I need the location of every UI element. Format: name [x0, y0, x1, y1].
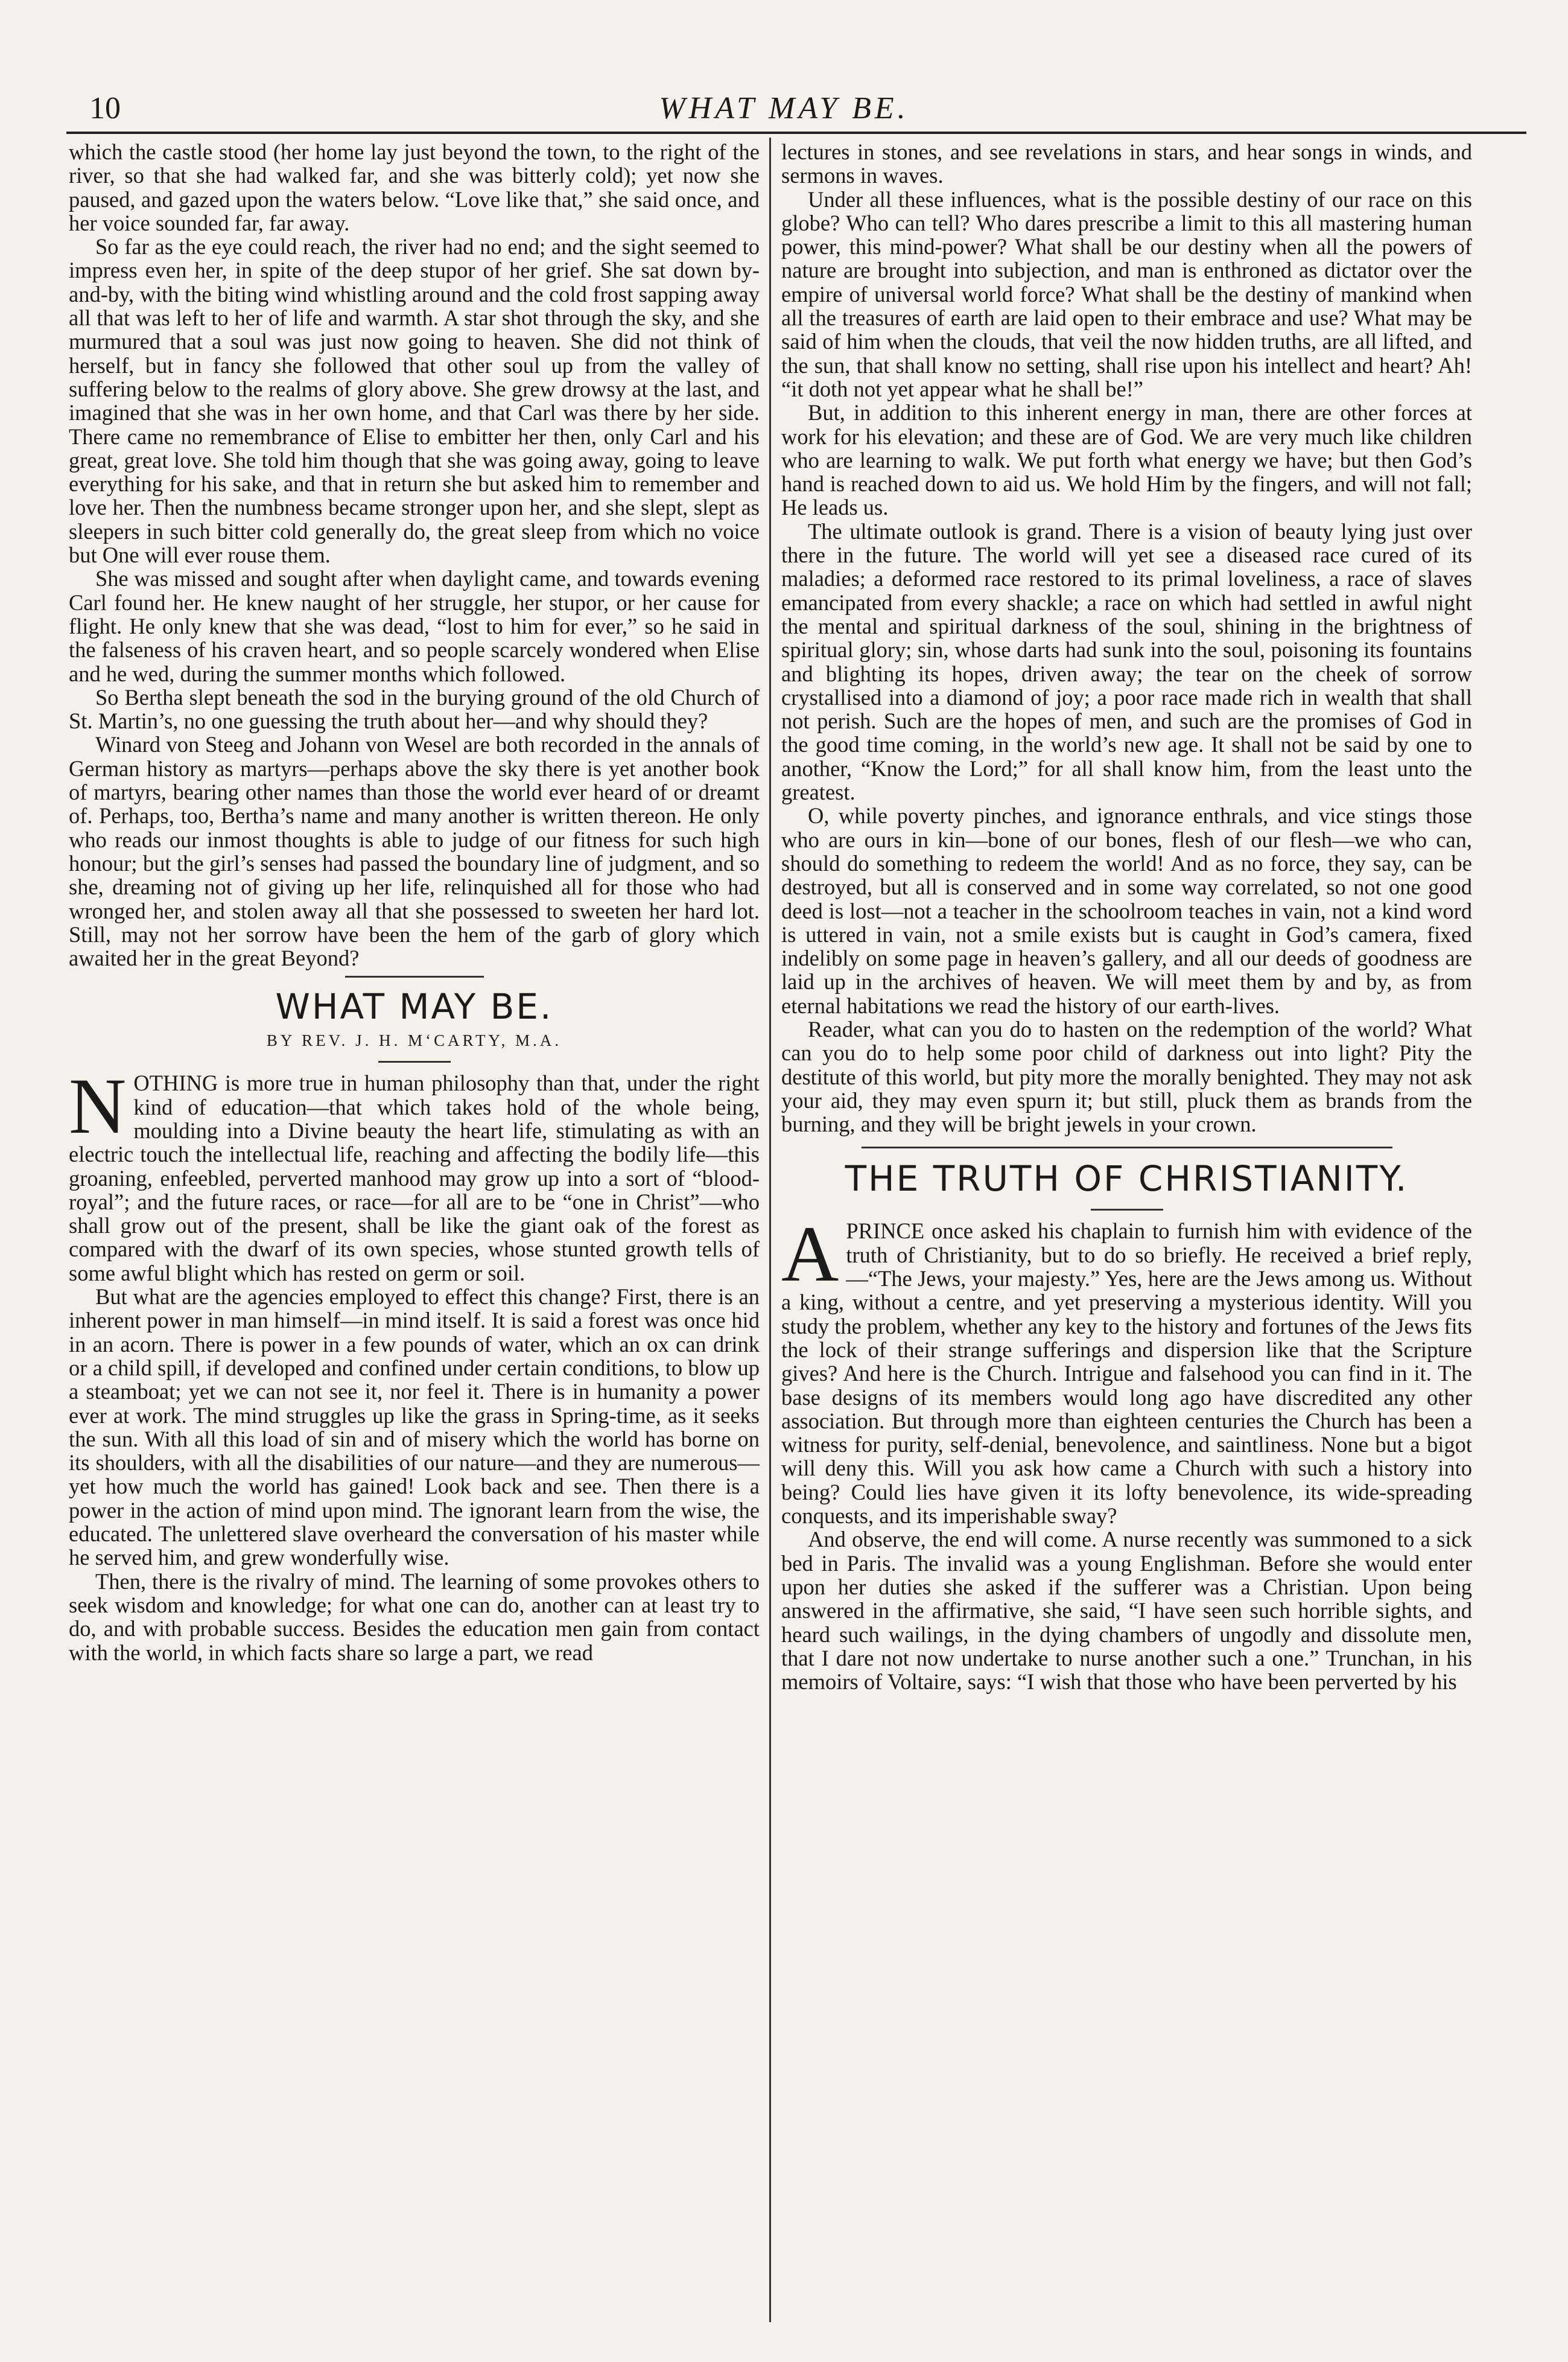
story-paragraph: Winard von Steeg and Johann von Wesel are both recorded in the annals of German history as martyrs—perhaps above the sky there is yet another book of martyrs, bearing other names than those the world ever heard of or dreamt of. Perhaps, too, Bertha’s name and many another is written thereon. He only who reads our inmost thoughts is able to judge of our fitness for such high honour; but the girl’s senses had passed the boundary line of judgment, and so she, dreaming not of giving up her life, relinquished all for those who had wronged her, and stolen away all that she possessed to sweeten her hard lot. Still, may not her sorrow have been the hem of the garb of glory which awaited her in the great Beyond? [69, 732, 760, 971]
story-paragraph: She was missed and sought after when daylight came, and towards evening Carl found her. He knew naught of her struggle, her stupor, or her cause for flight. He only knew that she was dead, “lost to him for ever,” so he said in the falseness of his craven heart, and so people scarcely wondered when Elise and he wed, during the summer months which followed. [69, 566, 760, 686]
article-paragraph [781, 1209, 1472, 1529]
article-byline: BY REV. J. H. M‘CARTY, M.A. [266, 1031, 562, 1050]
byline-rule [378, 1061, 451, 1063]
page-number: 10 [89, 91, 121, 126]
section-rule [345, 976, 484, 978]
story-paragraph: So far as the eye could reach, the river had no end; and the sight seemed to impress even her, in spite of the deep stupor of her grief. She sat down by-and-by, with the biting wind whistling around and the cold frost sapping away all that was left to her of life and warmth. A star shot through the sky, and she murmured that a soul was just now going to heaven. She did not think of herself, but in fancy she followed that other soul up from the valley of suffering below to the realms of glory above. She grew drowsy at the last, and imagined that she was in her own home, and that Carl was there by her side. There came no remembrance of Elise to embitter her then, only Carl and his great, great love. She told him though that she was going away, going to leave everything for his sake, and that in return she but asked him to remember and love her. Then the numbness became stronger upon her, and she slept, slept as sleepers in such bitter cold generally do, the great sleep from which no voice but One will ever rouse them. [69, 234, 760, 568]
title-rule [1091, 1209, 1163, 1211]
article-paragraph: And observe, the end will come. A nurse recently was summoned to a sick bed in Paris. The invalid was a young Englishman. Before she would enter upon her duties she asked if the sufferer was a Christian. Upon being answered in the affirmative, she said, “I have seen such horrible sights, and heard such wailings, in the dying chambers of ungodly and dissolute men, that I dare not now undertake to nurse another such a one.” Trunchan, in his memoirs of Voltaire, says: “I wish that those who have been perverted by his [781, 1527, 1472, 1695]
story-paragraph: So Bertha slept beneath the sod in the burying ground of the old Church of St. Martin’s, no one guessing the truth about her—and why should they? [69, 684, 760, 734]
drop-cap: N [69, 1062, 127, 1151]
article-paragraph: O, while poverty pinches, and ignorance enthrals, and vice stings those who are ours in kin—bone of our bones, flesh of our flesh—we who can, should do something to redeem the world! And as no force, they say, can be destroyed, but all is conserved and in some way correlated, so not one good deed is lost—not a teacher in the schoolroom teaches in vain, not a kind word is uttered in vain, not a smile exists but is caught in God’s camera, fixed indelibly on some page in heaven’s gallery, and all our deeds of goodness are laid up in the archives of heaven. We will meet them by and by, as from eternal habitations we read the history of our earth-lives. [781, 803, 1472, 1018]
article-paragraph [69, 1062, 760, 1285]
paragraph-text: once asked his chaplain to furnish him with evidence of the truth of Christianity, but to do so briefly. He received a brief reply,—“The Jews, your majesty.” Yes, here are the Jews among us. Without a king, without a centre, and yet preserving a mysterious identity. Will you study the problem, whether any key to the history and fortunes of the Jews fits the lock of their strange sufferings and dispersion like that the Scripture gives? And here is the Church. Intrigue and falsehood you can find in it. The base designs of its members would long ago have discredited any other association. But through more than eighteen centuries the Church has been a witness for purity, self-denial, benevolence, and saintliness. None but a bigot will deny this. Will you ask how came a Church with such a history into being? Could lies have given it its lofty benevolence, its wide-spreading conquests, and its imperishable sway? [781, 1218, 1472, 1529]
article-title-truth-of-christianity: THE TRUTH OF CHRISTIANITY. [845, 1158, 1409, 1200]
lead-word: PRINCE [846, 1218, 925, 1244]
section-rule [862, 1147, 1392, 1148]
article-paragraph: But, in addition to this inherent energy in man, there are other forces at work for his elevation; and these are of God. We are very much like children who are learning to walk. We put forth what energy we have; but then God’s hand is reached down to aid us. We hold Him by the fingers, and will not fall; He leads us. [781, 400, 1472, 520]
drop-cap: A [781, 1209, 839, 1299]
right-column [781, 140, 1472, 2325]
article-paragraph: The ultimate outlook is grand. There is a vision of beauty lying just over there in the future. The world will yet see a diseased race cured of its maladies; a deformed race restored to its primal loveliness, a race of slaves emancipated from every shackle; a race on which had settled in awful night the mental and spiritual darkness of the soul, shining in the brightness of spiritual glory; sin, whose darts had sunk into the soul, poisoning its fountains and blighting its hopes, driven away; the tear on the cheek of sorrow crystallised into a diamond of joy; a poor race made rich in wealth that shall not perish. Such are the hopes of men, and such are the promises of God in the good time coming, in the world’s new age. It shall not be said by one to another, “Know the Lord;” for all shall know him, from the least unto the greatest. [781, 518, 1472, 805]
article-paragraph: Reader, what can you do to hasten on the redemption of the world? What can you do to help some poor child of darkness out into light? Pity the destitute of this world, but pity more the morally benighted. They may not ask your aid, they may even spurn it; but still, pluck them as brands from the burning, and they will be bright jewels in your crown. [781, 1016, 1472, 1137]
article-paragraph: lectures in stones, and see revelations in stars, and hear songs in winds, and sermons in waves. [781, 140, 1472, 188]
paragraph-text: is more true in human philosophy than that, under the right kind of education—that which takes hold of the whole being, moulding into a Divine beauty the heart life, stimulating as with an electric touch the intellectual life, reaching and affecting the bodily life—this groaning, enfeebled, perverted manhood may grow up into a sort of “blood-royal”; and the future races, or race—for all are to be “one in Christ”—who shall grow out of the present, shall be like the giant oak of the forest as compared with the dwarf of its own species, whose stunted growth tells of some awful blight which has rested on germ or soil. [69, 1071, 760, 1285]
left-column [69, 140, 760, 2325]
article-title-what-may-be: WHAT MAY BE. [275, 986, 553, 1028]
article-paragraph: Under all these influences, what is the possible destiny of our race on this globe? Who can tell? Who dares prescribe a limit to this all mastering human power, this mind-power? What shall be our destiny when all the powers of nature are brought into subjection, and man is enthroned as dictator over the empire of universal world force? What shall be the destiny of mankind when all the treasures of earth are laid open to their embrace and use? What may be said of him when the clouds, that veil the now hidden truths, are all lifted, and the sun, that shall know no setting, shall rise upon his intellect and heart? Ah! “it doth not yet appear what he shall be!” [781, 186, 1472, 401]
column-divider [769, 138, 771, 2322]
story-paragraph: which the castle stood (her home lay just beyond the town, to the right of the river, so that she had walked far, and she was bitterly cold); yet now she paused, and gazed upon the waters below. “Love like that,” she said once, and her voice sounded far, far away. [69, 140, 760, 235]
article-paragraph: But what are the agencies employed to effect this change? First, there is an inherent power in man himself—in mind itself. It is said a forest was once hid in an acorn. There is power in a few pounds of water, which an ox can drink or a child spill, if developed and confined under certain conditions, to blow up a steamboat; yet we can not see it, nor feel it. There is in humanity a power ever at work. The mind struggles up like the grass in Spring-time, as it seeks the sun. With all this load of sin and of misery which the world has borne on its shoulders, with all the disabilities of our nature—and they are numerous—yet how much the world has gained! Look back and see. Then there is a power in the action of mind upon mind. The ignorant learn from the wise, the educated. The unlettered slave overheard the conversation of his master while he served him, and grew wonderfully wise. [69, 1284, 760, 1570]
lead-word: OTHING [133, 1071, 218, 1096]
running-title: WHAT MAY BE. [659, 91, 909, 126]
header-rule [66, 132, 1526, 134]
article-paragraph: Then, there is the rivalry of mind. The learning of some provokes others to seek wisdom and knowledge; for what one can do, another can at least try to do, and with probable success. Besides the education men gain from contact with the world, in which facts share so large a part, we read [69, 1568, 760, 1665]
